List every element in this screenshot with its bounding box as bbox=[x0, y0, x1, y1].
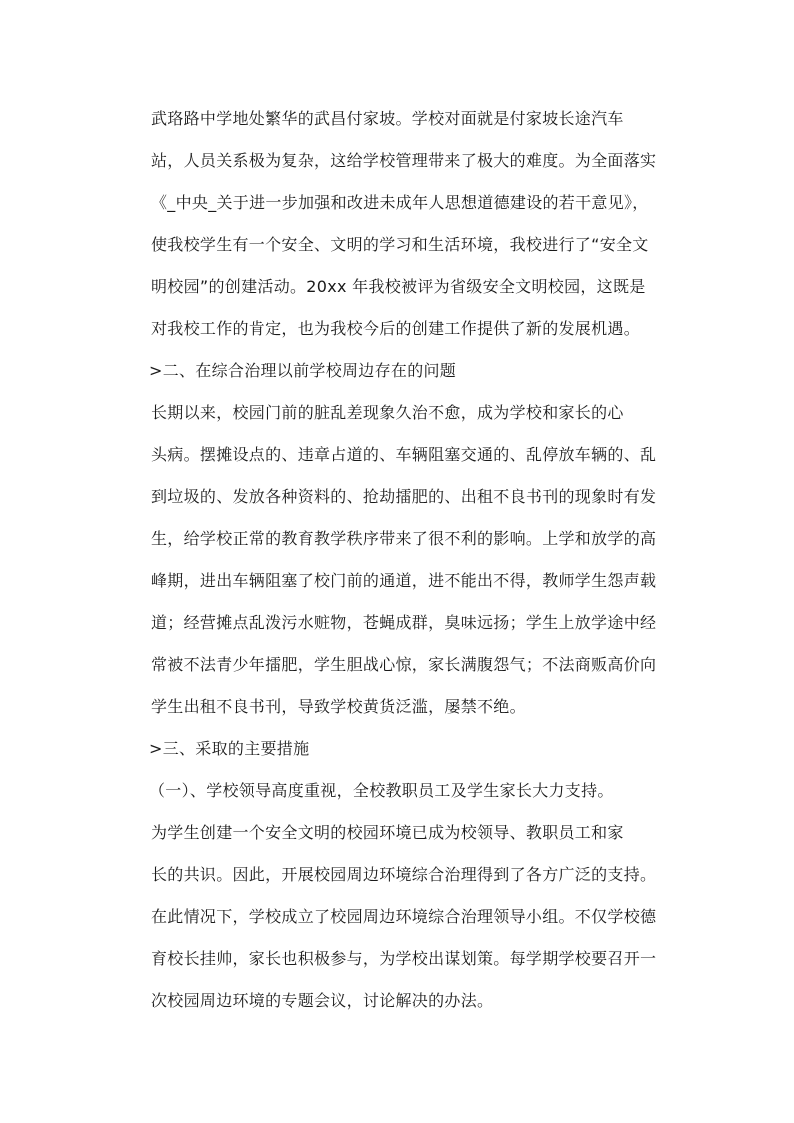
section-heading-2: >二、在综合治理以前学校周边存在的问题 bbox=[149, 361, 457, 380]
text-line: 长的共识。因此，开展校园周边环境综合治理得到了各方广泛的支持。 bbox=[151, 865, 657, 884]
intro-paragraph bbox=[119, 98, 675, 350]
text-line: 《_中央_关于进一步加强和改进未成年人思想道德建设的若干意见》， bbox=[151, 193, 649, 212]
text-line: 次校园周边环境的专题会议，讨论解决的办法。 bbox=[151, 991, 494, 1010]
text-line: 使我校学生有一个安全、文明的学习和生活环境，我校进行了“安全文 bbox=[151, 235, 649, 254]
text-line: 长期以来，校园门前的脏乱差现象久治不愈，成为学校和家长的心 bbox=[151, 403, 624, 422]
problems-paragraph bbox=[119, 392, 675, 728]
text-line: 育校长挂帅，家长也积极参与，为学校出谋划策。每学期学校要召开一 bbox=[151, 949, 657, 968]
section-heading-3: >三、采取的主要措施 bbox=[149, 739, 310, 758]
text-line: 明校园”的创建活动。20xx 年我校被评为省级安全文明校园，这既是 bbox=[151, 277, 646, 296]
text-line: 对我校工作的肯定，也为我校今后的创建工作提供了新的发展机遇。 bbox=[151, 319, 641, 338]
text-line: 道；经营摊点乱泼污水赃物，苍蝇成群，臭味远扬；学生上放学途中经 bbox=[151, 613, 657, 632]
measures-paragraph bbox=[119, 812, 675, 1022]
text-line: 到垃圾的、发放各种资料的、抢劫擂肥的、出租不良书刊的现象时有发 bbox=[151, 487, 657, 506]
text-line: 生，给学校正常的教育教学秩序带来了很不利的影响。上学和放学的高 bbox=[151, 529, 657, 548]
text-line: 为学生创建一个安全文明的校园环境已成为校领导、教职员工和家 bbox=[151, 823, 624, 842]
text-line: 武珞路中学地处繁华的武昌付家坡。学校对面就是付家坡长途汽车 bbox=[151, 109, 624, 128]
text-line: 站，人员关系极为复杂，这给学校管理带来了极大的难度。为全面落实 bbox=[151, 151, 657, 170]
text-line: 峰期，进出车辆阻塞了校门前的通道，进不能出不得，教师学生怨声载 bbox=[151, 571, 657, 590]
document-page bbox=[119, 98, 675, 1022]
text-line: 在此情况下，学校成立了校园周边环境综合治理领导小组。不仅学校德 bbox=[151, 907, 657, 926]
text-line: 头病。摆摊设点的、违章占道的、车辆阻塞交通的、乱停放车辆的、乱 bbox=[151, 445, 657, 464]
text-line: 学生出租不良书刊，导致学校黄货泛滥，屡禁不绝。 bbox=[151, 697, 526, 716]
subsection-heading-1: （一）、学校领导高度重视，全校教职员工及学生家长大力支持。 bbox=[149, 781, 614, 800]
text-line: 常被不法青少年擂肥，学生胆战心惊，家长满腹怨气；不法商贩高价向 bbox=[151, 655, 657, 674]
